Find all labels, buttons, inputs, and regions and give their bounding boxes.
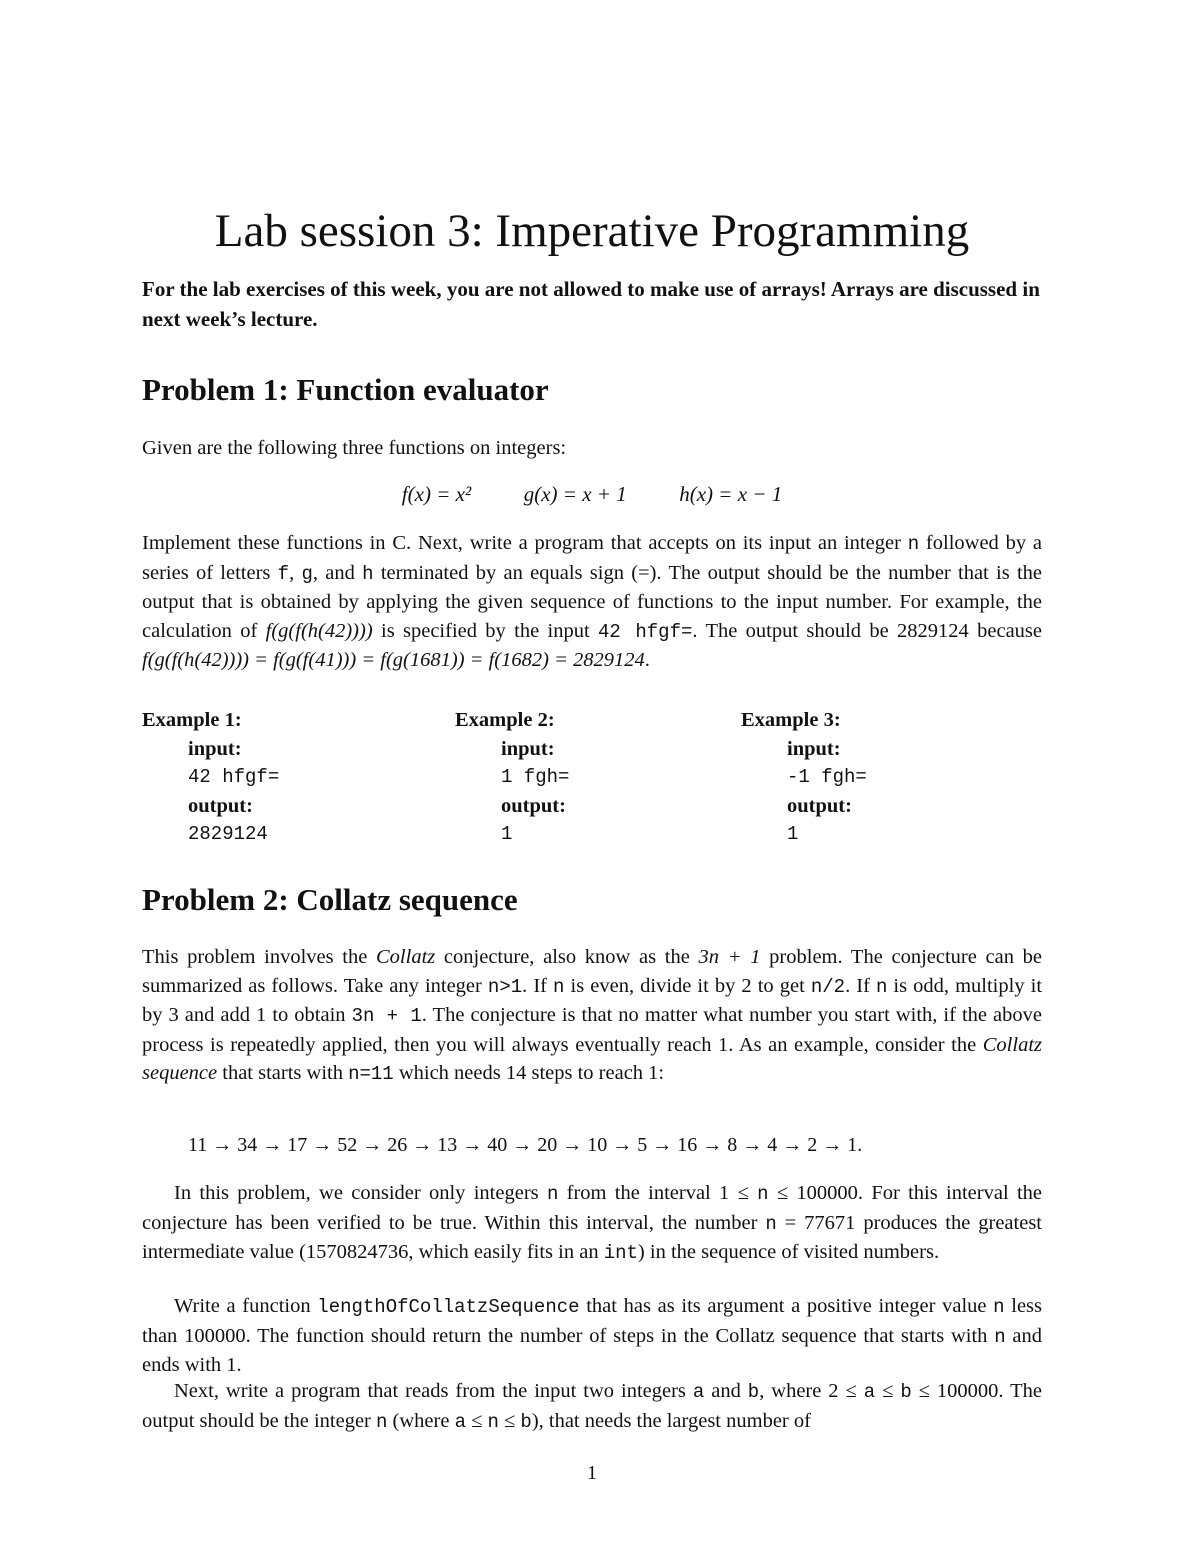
problem-2-paragraph-3: Write a function lengthOfCollatzSequence that has as its argument a positive integer value n less than 100000. The function should return the number of steps in the Collatz sequence that starts with n and ends with 1. <box>142 1295 1043 1376</box>
function-definitions <box>142 480 1042 509</box>
problem-2-paragraph-2: In this problem, we consider only integers n from the interval 1 ≤ n ≤ 100000. For this interval the conjecture has been verified to be true. Within this interval, the number n = 77671 produces the greatest intermediate value (1570824736, which easily fits in an int) in the sequence of visited numbers. <box>142 1182 1042 1264</box>
example-input: 1 fgh= <box>501 766 570 788</box>
problem-2-heading: Problem 2: Collatz sequence <box>142 882 518 917</box>
input-label: input: <box>787 737 841 760</box>
examples <box>142 706 1042 856</box>
problem-1-given: Given are the following three functions on integers: <box>142 437 567 459</box>
example-heading: Example 3: <box>741 709 841 731</box>
example-output: 1 <box>501 823 513 845</box>
collatz-sequence: 11 → 34 → 17 → 52 → 26 → 13 → 40 → 20 → 10 → 5 → 16 → 8 → 4 → 2 → 1. <box>188 1134 863 1156</box>
example-1 <box>142 706 279 849</box>
example-2 <box>455 706 569 849</box>
output-label: output: <box>501 794 566 817</box>
example-heading: Example 2: <box>455 709 555 731</box>
input-label: input: <box>188 737 242 760</box>
problem-2-paragraph-4: Next, write a program that reads from the input two integers a and b, where 2 ≤ a ≤ b ≤ 100000. The output should be the integer n (where a ≤ n ≤ b), that needs the largest number of <box>142 1380 1042 1433</box>
input-label: input: <box>501 737 555 760</box>
problem-1-heading: Problem 1: Function evaluator <box>142 372 549 407</box>
page-title: Lab session 3: Imperative Programming <box>214 205 970 257</box>
problem-1-description: Implement these functions in C. Next, write a program that accepts on its input an integer n followed by a series of letters f, g, and h terminated by an equals sign (=). The output should be the number that is the output that is obtained by applying the given sequence of functions to the input number. For example, the calculation of f(g(f(h(42)))) is specified by the input 42 hfgf=. The output should be 2829124 because f(g(f(h(42)))) = f(g(f(41))) = f(g(1681)) = f(1682) = 2829124. <box>142 532 1043 671</box>
function-g: g(x) = x + 1 <box>523 482 627 506</box>
example-3 <box>741 706 867 849</box>
example-output: 2829124 <box>188 823 268 845</box>
output-label: output: <box>787 794 852 817</box>
problem-2-paragraph-1: This problem involves the Collatz conjecture, also know as the 3n + 1 problem. The conjecture can be summarized as follows. Take any integer n>1. If n is even, divide it by 2 to get n/2. If n is odd, multiply it by 3 and add 1 to obtain 3n + 1. The conjecture is that no matter what number you start with, if the above process is repeatedly applied, then you will always eventually reach 1. As an example, consider the Collatz sequence that starts with n=11 which needs 14 steps to reach 1: <box>142 946 1043 1085</box>
function-f: f(x) = x² <box>401 482 472 506</box>
example-input: 42 hfgf= <box>188 766 280 788</box>
intro-notice: For the lab exercises of this week, you are not allowed to make use of arrays! Arrays are discussed in next week’s lecture. <box>142 277 1040 331</box>
example-output: 1 <box>787 823 799 845</box>
output-label: output: <box>188 794 253 817</box>
example-input: -1 fgh= <box>787 766 867 788</box>
example-heading: Example 1: <box>142 709 242 731</box>
page-number: 1 <box>587 1462 597 1484</box>
function-h: h(x) = x − 1 <box>679 482 783 506</box>
